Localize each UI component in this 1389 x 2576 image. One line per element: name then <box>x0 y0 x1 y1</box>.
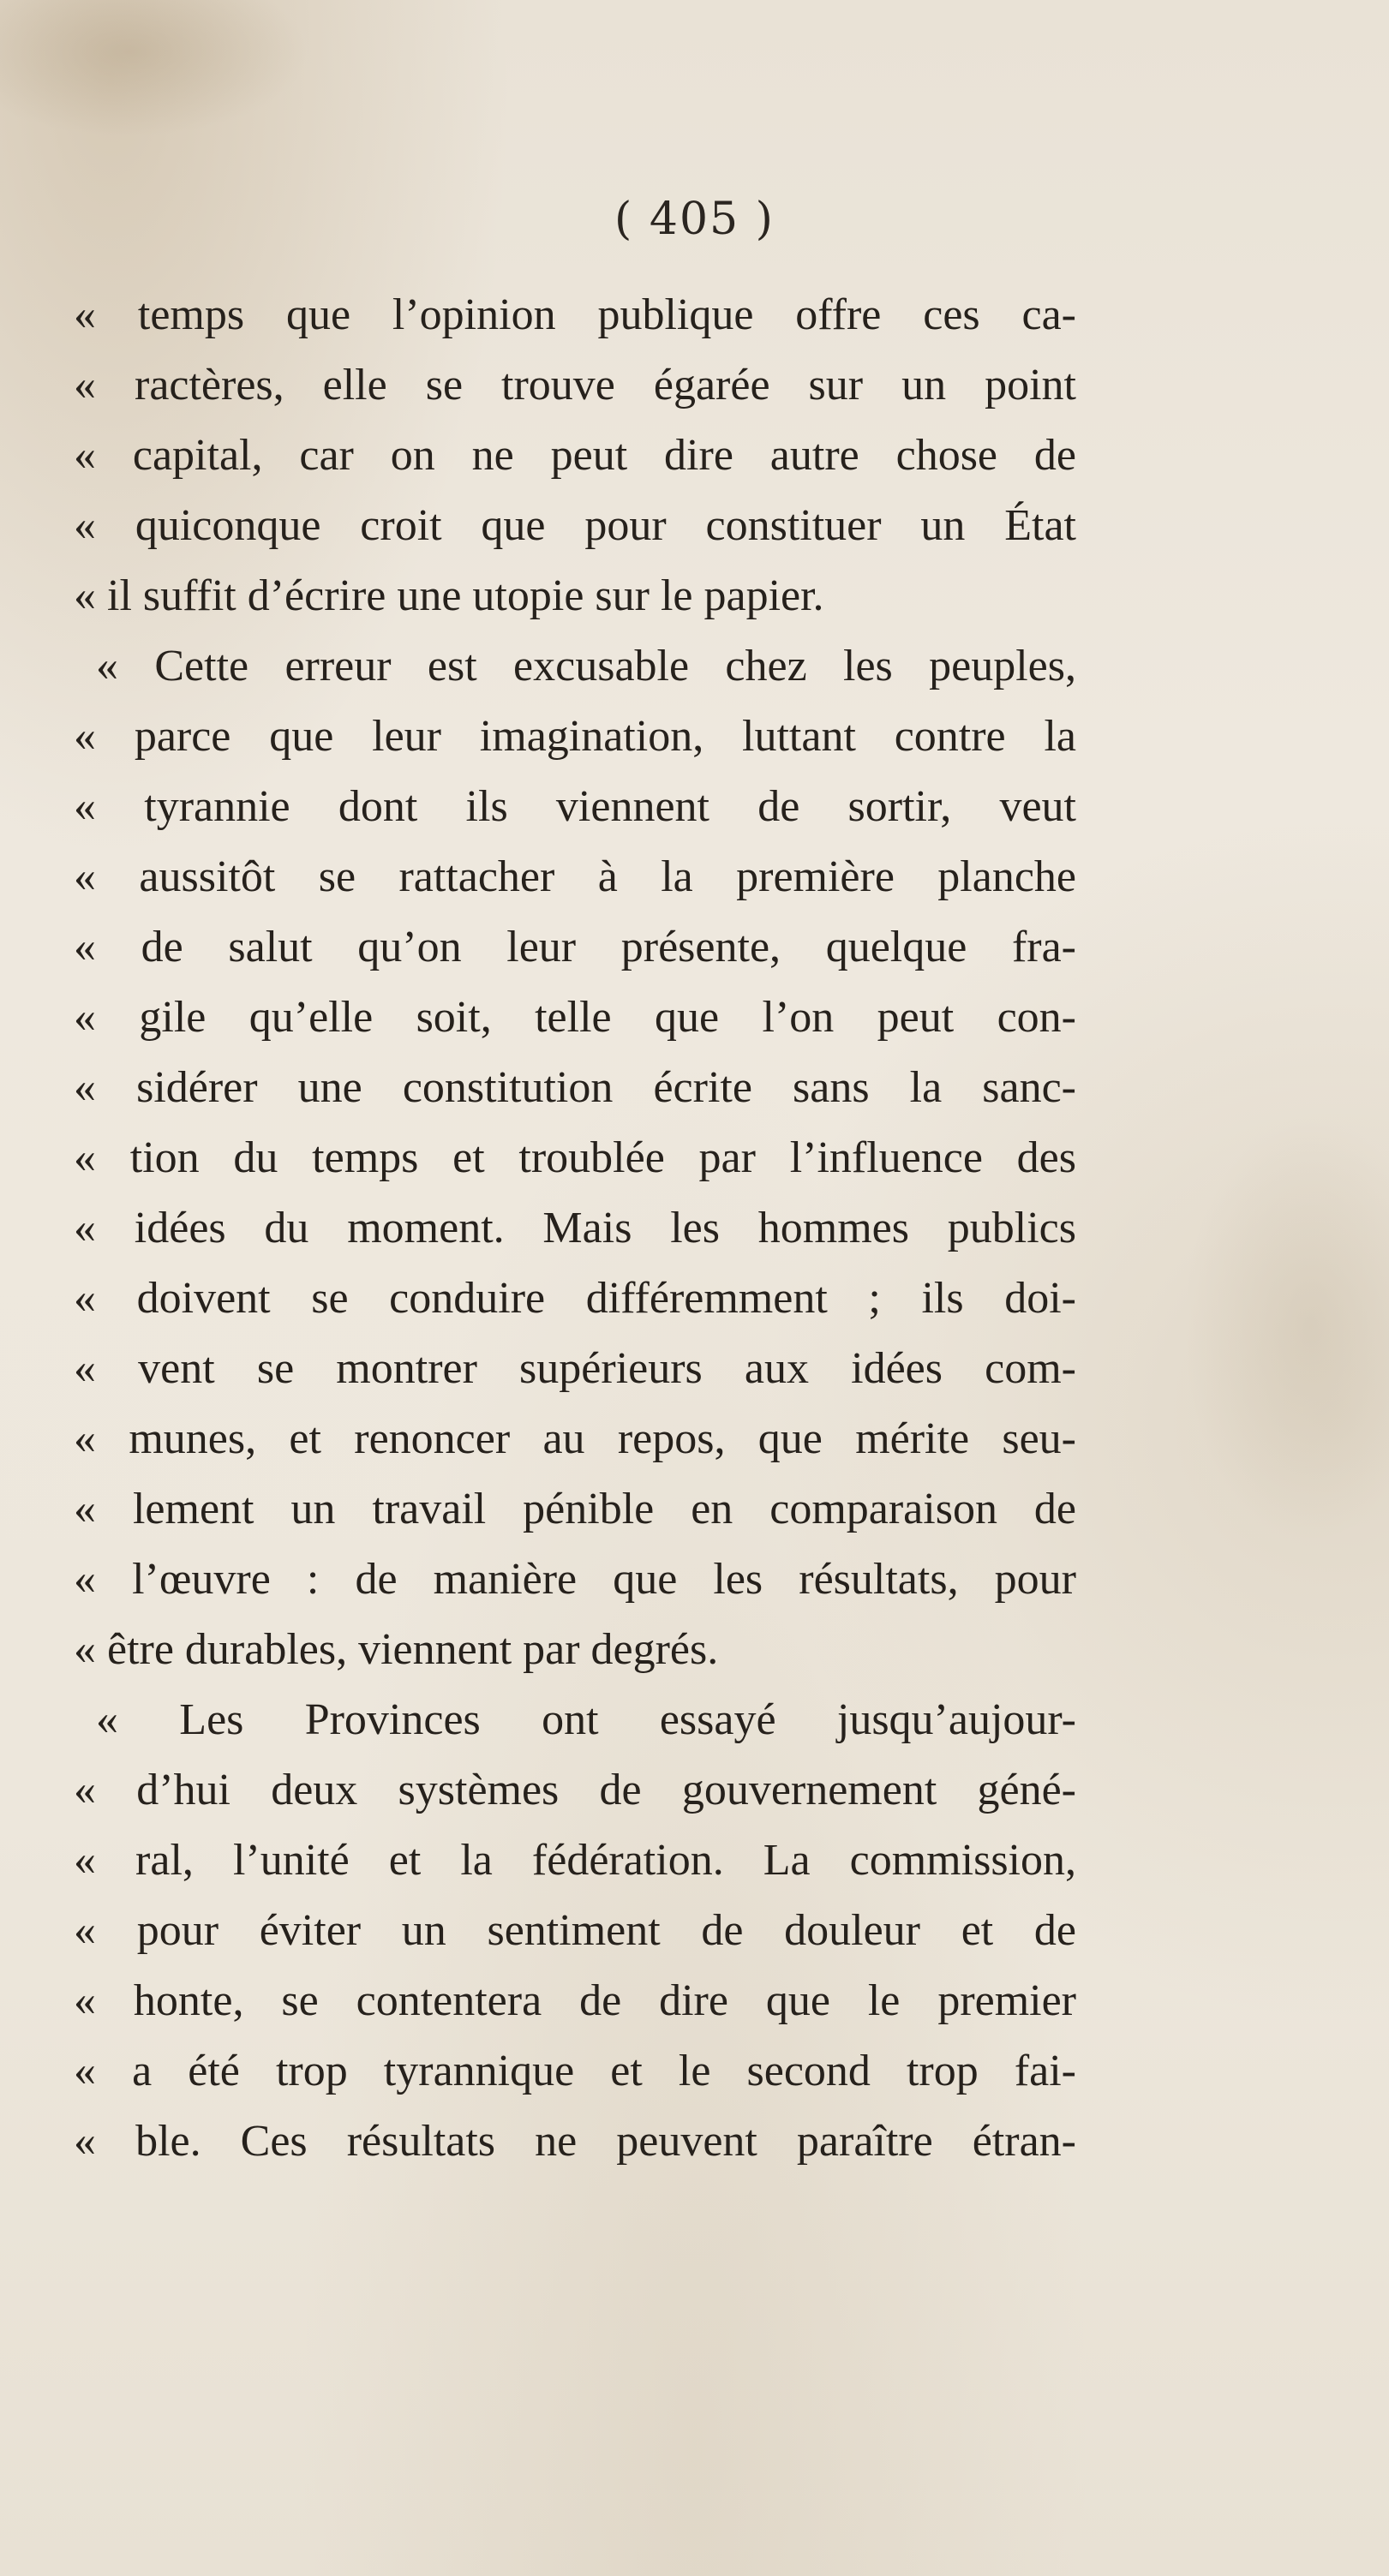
text-line: « être durables, viennent par degrés. <box>74 1625 719 1674</box>
text-line: « munes, et renoncer au repos, que mérite seu- <box>74 1414 1076 1463</box>
text-line: « lement un travail pénible en comparaison de <box>74 1485 1076 1533</box>
paper-stain <box>0 0 308 137</box>
paper-stain <box>1182 1114 1389 1542</box>
text-line: « aussitôt se rattacher à la première planche <box>74 852 1076 901</box>
text-line: « de salut qu’on leur présente, quelque fra- <box>74 923 1076 971</box>
text-line: « quiconque croit que pour constituer un État <box>74 501 1076 550</box>
text-line: « ble. Ces résultats ne peuvent paraître étran- <box>74 2117 1076 2166</box>
text-line: « d’hui deux systèmes de gouvernement géné- <box>74 1766 1076 1814</box>
text-line: « l’œuvre : de manière que les résultats, pour <box>74 1555 1076 1604</box>
text-line: « ractères, elle se trouve égarée sur un point <box>74 361 1076 409</box>
text-line: « capital, car on ne peut dire autre chose de <box>74 431 1076 480</box>
text-line: « a été trop tyrannique et le second trop fai- <box>74 2047 1076 2095</box>
text-line: « idées du moment. Mais les hommes publics <box>74 1204 1076 1252</box>
text-line: « Les Provinces ont essayé jusqu’aujour- <box>96 1695 1076 1744</box>
page-number: ( 405 ) <box>614 194 775 245</box>
text-line: « vent se montrer supérieurs aux idées com- <box>74 1344 1076 1393</box>
text-line: « temps que l’opinion publique offre ces ca- <box>74 290 1076 339</box>
text-line: « sidérer une constitution écrite sans la sanc- <box>74 1063 1076 1112</box>
text-line: « tion du temps et troublée par l’influence des <box>74 1133 1076 1182</box>
text-line: « honte, se contentera de dire que le premier <box>74 1976 1076 2025</box>
text-line: « il suffit d’écrire une utopie sur le papier. <box>74 571 824 620</box>
text-line: « tyrannie dont ils viennent de sortir, veut <box>74 782 1076 831</box>
text-line: « ral, l’unité et la fédération. La commission, <box>74 1836 1076 1885</box>
text-line: « gile qu’elle soit, telle que l’on peut con- <box>74 993 1076 1042</box>
text-line: « pour éviter un sentiment de douleur et de <box>74 1906 1076 1955</box>
text-line: « parce que leur imagination, luttant contre la <box>74 712 1076 761</box>
text-line: « Cette erreur est excusable chez les peuples, <box>96 642 1076 690</box>
text-line: « doivent se conduire différemment ; ils doi- <box>74 1274 1076 1323</box>
